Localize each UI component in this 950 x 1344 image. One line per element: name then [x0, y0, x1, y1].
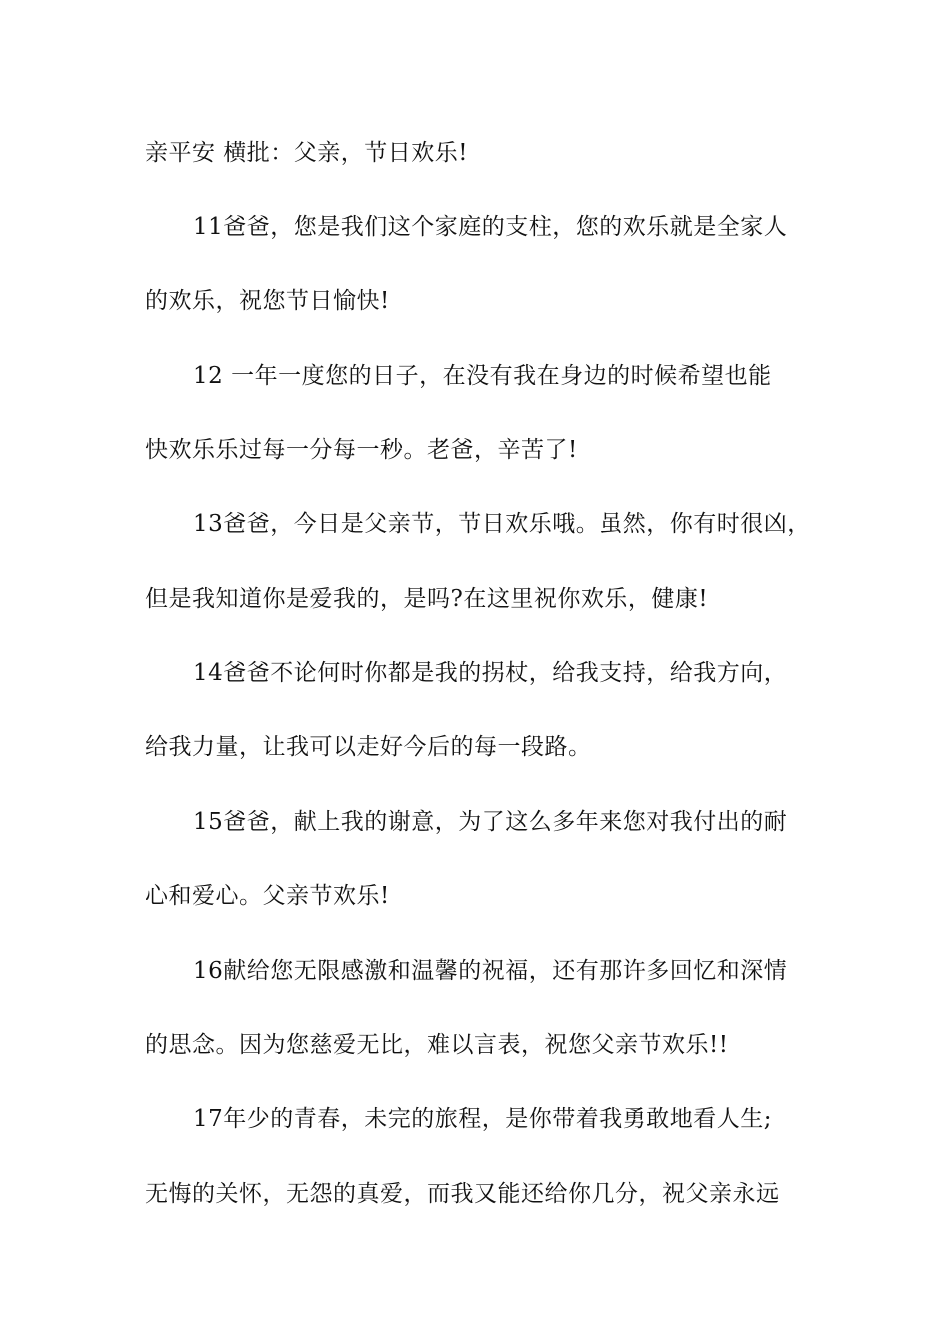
paragraph-17-line-2: 无悔的关怀，无怨的真爱，而我又能还给你几分，祝父亲永远	[145, 1181, 780, 1207]
paragraph-16-line-2: 的思念。因为您慈爱无比，难以言表，祝您父亲节欢乐!!	[145, 1032, 729, 1058]
text-line: 亲平安 横批：父亲，节日欢乐!	[145, 140, 469, 166]
paragraph-16-line-1: 16献给您无限感激和温馨的祝福，还有那许多回忆和深情	[193, 958, 788, 984]
paragraph-17-line-1: 17年少的青春，未完的旅程，是你带着我勇敢地看人生;	[193, 1106, 773, 1132]
paragraph-12-line-1: 12 一年一度您的日子，在没有我在身边的时候希望也能	[193, 363, 772, 389]
paragraph-12-line-2: 快欢乐乐过每一分每一秒。老爸，辛苦了!	[145, 437, 578, 463]
paragraph-15-line-2: 心和爱心。父亲节欢乐!	[145, 883, 390, 909]
paragraph-14-line-2: 给我力量，让我可以走好今后的每一段路。	[145, 734, 592, 760]
paragraph-11-line-2: 的欢乐，祝您节日愉快!	[145, 288, 390, 314]
paragraph-14-line-1: 14爸爸不论何时你都是我的拐杖，给我支持，给我方向，	[193, 660, 788, 686]
paragraph-13-line-2: 但是我知道你是爱我的，是吗?在这里祝你欢乐，健康!	[145, 586, 709, 612]
paragraph-11-line-1: 11爸爸，您是我们这个家庭的支柱，您的欢乐就是全家人	[193, 214, 788, 240]
paragraph-13-line-1: 13爸爸，今日是父亲节，节日欢乐哦。虽然，你有时很凶，	[193, 511, 811, 537]
paragraph-15-line-1: 15爸爸，献上我的谢意，为了这么多年来您对我付出的耐	[193, 809, 788, 835]
